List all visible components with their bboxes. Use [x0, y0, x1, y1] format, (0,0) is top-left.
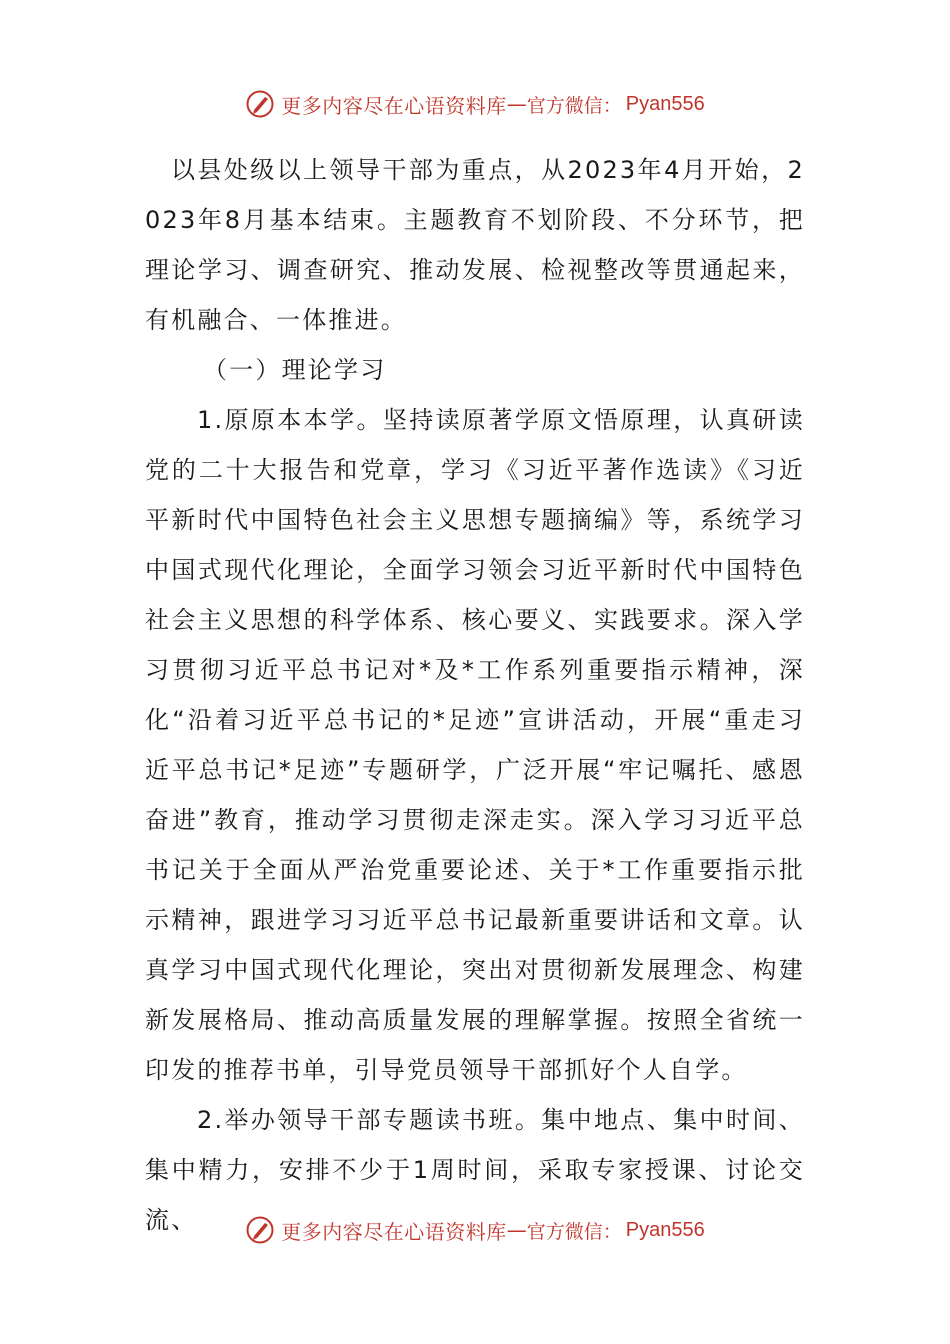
pen-circle-logo-icon	[245, 1215, 275, 1245]
header-watermark	[0, 84, 950, 124]
section-heading-theory-study: （一）理论学习	[203, 356, 387, 384]
pen-circle-logo-icon	[245, 89, 275, 119]
footer-watermark	[0, 1210, 950, 1250]
document-body	[145, 145, 805, 1245]
watermark-brand: 更多内容尽在心语资料库	[281, 93, 507, 118]
paragraph-item-2: 2.举办领导干部专题读书班。集中地点、集中时间、集中精力，安排不少于1周时间，采取专家授课、讨论交流、	[145, 1106, 805, 1234]
paragraph-item-1: 1.原原本本学。坚持读原著学原文悟原理，认真研读党的二十大报告和党章，学习《习近平著作选读》《习近平新时代中国特色社会主义思想专题摘编》等，系统学习中国式现代化理论，全面学习领会习近平新时代中国特色社会主义思想的科学体系、核心要义、实践要求。深入学习贯彻习近平总书记对*及*工作系列重要指示精神，深化“沿着习近平总书记的*足迹”宣讲活动，开展“重走习近平总书记*足迹”专题研学，广泛开展“牢记嘱托、感恩奋进”教育，推动学习贯彻走深走实。深入学习习近平总书记关于全面从严治党重要论述、关于*工作重要指示批示精神，跟进学习习近平总书记最新重要讲话和文章。认真学习中国式现代化理论，突出对贯彻新发展理念、构建新发展格局、推动高质量发展的理解掌握。按照全省统一印发的推荐书单，引导党员领导干部抓好个人自学。	[145, 406, 805, 1084]
watermark-separator: —	[506, 92, 527, 116]
watermark-brand: 更多内容尽在心语资料库	[281, 1219, 507, 1244]
watermark-official-label: 官方微信：	[526, 94, 622, 117]
watermark-wechat-id: Pyan556	[625, 1218, 705, 1241]
watermark-separator: —	[506, 1218, 527, 1242]
watermark-wechat-id: Pyan556	[625, 92, 705, 115]
watermark-official-label: 官方微信：	[526, 1220, 622, 1243]
paragraph-intro-continued: 以县处级以上领导干部为重点，从2023年4月开始，2023年8月基本结束。主题教育不划阶段、不分环节，把理论学习、调查研究、推动发展、检视整改等贯通起来，有机融合、一体推进。	[145, 156, 805, 334]
